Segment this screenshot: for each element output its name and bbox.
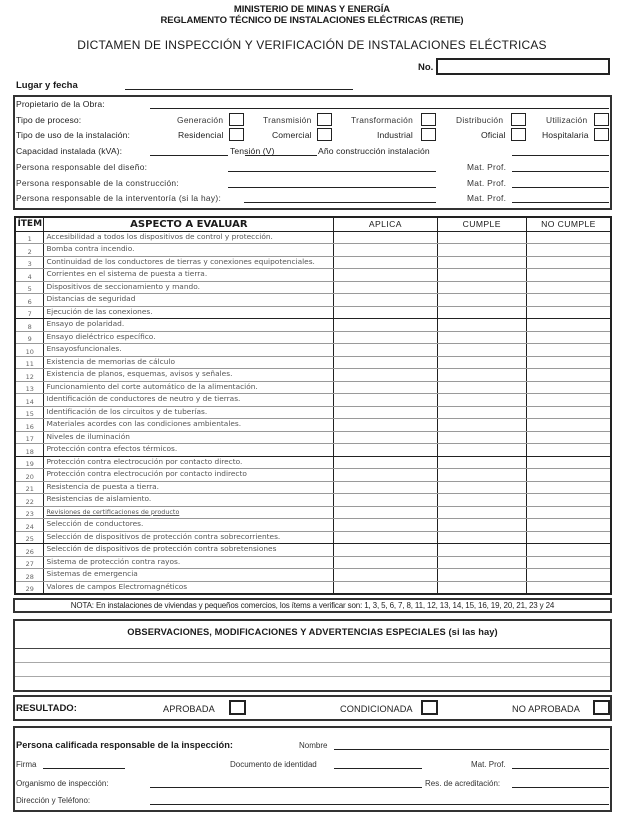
place-date-field[interactable] — [125, 89, 353, 90]
table-row — [15, 419, 611, 432]
aplica-cell[interactable] — [334, 556, 437, 569]
supervision-mat-prof-label: Mat. Prof. — [467, 193, 507, 203]
checkbox-industrial[interactable] — [421, 128, 436, 141]
cumple-cell[interactable] — [437, 256, 526, 269]
inspector-mat-prof-label: Mat. Prof. — [471, 760, 506, 769]
no-cumple-cell[interactable] — [526, 394, 611, 407]
item-aspect: Valores de campos Electromagnéticos — [44, 581, 334, 594]
process-option-utilizacion: Utilización — [546, 115, 588, 125]
item-aspect: Resistencia de puesta a tierra. — [44, 481, 334, 494]
no-cumple-cell[interactable] — [526, 581, 611, 594]
address-label: Dirección y Teléfono: — [16, 796, 91, 805]
table-row — [15, 544, 611, 557]
col-header-item: ÍTEM — [15, 217, 44, 231]
no-cumple-cell[interactable] — [526, 544, 611, 557]
number-field[interactable] — [436, 58, 610, 75]
item-number: 16 — [15, 419, 44, 432]
no-cumple-cell[interactable] — [526, 481, 611, 494]
cumple-cell[interactable] — [437, 306, 526, 319]
no-cumple-cell[interactable] — [526, 256, 611, 269]
item-number: 26 — [15, 544, 44, 557]
item-number: 13 — [15, 381, 44, 394]
item-aspect: Continuidad de los conductores de tierras y conexiones equipotenciales. — [44, 256, 334, 269]
item-number: 20 — [15, 469, 44, 482]
use-option-residencial: Residencial — [178, 130, 224, 140]
capacity-label: Capacidad instalada (kVA): — [16, 146, 123, 156]
item-aspect: Selección de dispositivos de protección contra sobretensiones — [44, 544, 334, 557]
regulation-heading: REGLAMENTO TÉCNICO DE INSTALACIONES ELÉCTRICAS (RETIE) — [160, 15, 464, 26]
cumple-cell[interactable] — [437, 269, 526, 282]
year-field[interactable] — [512, 155, 609, 156]
cumple-cell[interactable] — [437, 381, 526, 394]
item-aspect: Ensayosfuncionales. — [44, 344, 334, 357]
note-box — [13, 598, 612, 613]
no-cumple-cell[interactable] — [526, 431, 611, 444]
result-option-condicionada: CONDICIONADA — [340, 704, 413, 714]
no-cumple-cell[interactable] — [526, 406, 611, 419]
table-row — [15, 244, 611, 257]
construction-mat-prof-label: Mat. Prof. — [467, 178, 507, 188]
no-cumple-cell[interactable] — [526, 269, 611, 282]
cumple-cell[interactable] — [437, 519, 526, 532]
table-row — [15, 269, 611, 282]
cumple-cell[interactable] — [437, 331, 526, 344]
inspector-title: Persona calificada responsable de la inspección: — [16, 740, 234, 750]
item-aspect: Corrientes en el sistema de puesta a tierra. — [44, 269, 334, 282]
no-cumple-cell[interactable] — [526, 281, 611, 294]
cumple-cell[interactable] — [437, 569, 526, 582]
col-header-cumple: CUMPLE — [437, 217, 526, 231]
item-number: 24 — [15, 519, 44, 532]
process-option-distribucion: Distribución — [456, 115, 504, 125]
item-number: 4 — [15, 269, 44, 282]
item-aspect: Bomba contra incendio. — [44, 244, 334, 257]
aplica-cell[interactable] — [334, 544, 437, 557]
cumple-cell[interactable] — [437, 231, 526, 244]
cumple-cell[interactable] — [437, 406, 526, 419]
observations-section — [13, 619, 612, 692]
item-number: 1 — [15, 231, 44, 244]
no-cumple-cell[interactable] — [526, 556, 611, 569]
no-cumple-cell[interactable] — [526, 469, 611, 482]
item-number: 18 — [15, 444, 44, 457]
item-number: 2 — [15, 244, 44, 257]
item-aspect: Identificación de conductores de neutro y de tierras. — [44, 394, 334, 407]
page-title: DICTAMEN DE INSPECCIÓN Y VERIFICACIÓN DE INSTALACIONES ELÉCTRICAS — [77, 38, 547, 52]
aplica-cell[interactable] — [334, 344, 437, 357]
cumple-cell[interactable] — [437, 481, 526, 494]
aplica-cell[interactable] — [334, 231, 437, 244]
table-row — [15, 456, 611, 469]
process-option-generacion: Generación — [177, 115, 224, 125]
item-number: 22 — [15, 494, 44, 507]
cumple-cell[interactable] — [437, 281, 526, 294]
table-row — [15, 469, 611, 482]
checkbox-transmision[interactable] — [317, 113, 332, 126]
no-cumple-cell[interactable] — [526, 506, 611, 519]
voltage-field[interactable] — [245, 155, 317, 156]
aplica-cell[interactable] — [334, 306, 437, 319]
checkbox-hospitalaria[interactable] — [594, 128, 609, 141]
cumple-cell[interactable] — [437, 556, 526, 569]
aplica-cell[interactable] — [334, 481, 437, 494]
item-number: 8 — [15, 319, 44, 332]
item-number: 28 — [15, 569, 44, 582]
design-label: Persona responsable del diseño: — [16, 162, 148, 172]
aplica-cell[interactable] — [334, 519, 437, 532]
cumple-cell[interactable] — [437, 344, 526, 357]
process-option-transmision: Transmisión — [263, 115, 312, 125]
aplica-cell[interactable] — [334, 281, 437, 294]
no-cumple-cell[interactable] — [526, 494, 611, 507]
checkbox-comercial[interactable] — [317, 128, 332, 141]
table-row — [15, 531, 611, 544]
aplica-cell[interactable] — [334, 506, 437, 519]
construction-label: Persona responsable de la construcción: — [16, 178, 180, 188]
table-row — [15, 519, 611, 532]
item-aspect: Existencia de memorias de cálculo — [44, 356, 334, 369]
cumple-cell[interactable] — [437, 531, 526, 544]
item-number: 15 — [15, 406, 44, 419]
supervision-field[interactable] — [244, 202, 436, 203]
table-row — [15, 306, 611, 319]
signature-label: Firma — [16, 760, 37, 769]
item-number: 3 — [15, 256, 44, 269]
item-number: 6 — [15, 294, 44, 307]
item-aspect: Existencia de planos, esquemas, avisos y señales. — [44, 369, 334, 382]
item-number: 25 — [15, 531, 44, 544]
ministry-heading: MINISTERIO DE MINAS Y ENERGÍA — [233, 4, 391, 15]
cumple-cell[interactable] — [437, 419, 526, 432]
item-number: 14 — [15, 394, 44, 407]
design-mat-prof-label: Mat. Prof. — [467, 162, 507, 172]
col-header-no-cumple: NO CUMPLE — [526, 217, 611, 231]
table-row — [15, 406, 611, 419]
item-aspect: Accesibilidad a todos los dispositivos de control y protección. — [44, 231, 334, 244]
aplica-cell[interactable] — [334, 269, 437, 282]
no-cumple-cell[interactable] — [526, 456, 611, 469]
item-number: 5 — [15, 281, 44, 294]
voltage-label: Tensión (V) — [230, 146, 275, 156]
table-header-row — [15, 217, 611, 231]
aplica-cell[interactable] — [334, 394, 437, 407]
item-aspect: Distancias de seguridad — [44, 294, 334, 307]
item-number: 29 — [15, 581, 44, 594]
organism-field[interactable] — [150, 787, 422, 788]
cumple-cell[interactable] — [437, 494, 526, 507]
no-cumple-cell[interactable] — [526, 381, 611, 394]
table-row — [15, 231, 611, 244]
use-option-hospitalaria: Hospitalaria — [542, 130, 589, 140]
observations-title: OBSERVACIONES, MODIFICACIONES Y ADVERTENCIAS ESPECIALES (si las hay) — [127, 627, 498, 637]
use-option-oficial: Oficial — [481, 130, 506, 140]
table-row — [15, 381, 611, 394]
no-cumple-cell[interactable] — [526, 419, 611, 432]
checkbox-residencial[interactable] — [229, 128, 244, 141]
note-text: NOTA: En instalaciones de viviendas y pequeños comercios, los ítems a verificar son: 1, 3, 5, 6, 7, 8, 11, 12, 13, 14, 15, 16, 19, 20, 21, 23 y 24 — [70, 601, 555, 610]
observation-line-2[interactable] — [15, 662, 610, 663]
no-cumple-cell[interactable] — [526, 356, 611, 369]
item-aspect: Protección contra electrocución por contacto indirecto — [44, 469, 334, 482]
item-aspect: Funcionamiento del corte automático de la alimentación. — [44, 381, 334, 394]
item-number: 7 — [15, 306, 44, 319]
supervision-mat-prof-field[interactable] — [512, 202, 609, 203]
aplica-cell[interactable] — [334, 356, 437, 369]
aplica-cell[interactable] — [334, 381, 437, 394]
aplica-cell[interactable] — [334, 494, 437, 507]
table-row — [15, 506, 611, 519]
checkbox-distribucion[interactable] — [511, 113, 526, 126]
cumple-cell[interactable] — [437, 544, 526, 557]
capacity-field[interactable] — [150, 155, 228, 156]
result-option-no-aprobada: NO APROBADA — [512, 704, 580, 714]
use-option-industrial: Industrial — [377, 130, 413, 140]
result-option-aprobada: APROBADA — [163, 704, 215, 714]
cumple-cell[interactable] — [437, 244, 526, 257]
aplica-cell[interactable] — [334, 319, 437, 332]
aplica-cell[interactable] — [334, 244, 437, 257]
aplica-cell[interactable] — [334, 581, 437, 594]
owner-field[interactable] — [150, 108, 609, 109]
table-row — [15, 319, 611, 332]
evaluation-table — [14, 216, 612, 595]
cumple-cell[interactable] — [437, 431, 526, 444]
checkbox-transformacion[interactable] — [421, 113, 436, 126]
no-cumple-cell[interactable] — [526, 319, 611, 332]
no-cumple-cell[interactable] — [526, 519, 611, 532]
item-number: 23 — [15, 506, 44, 519]
item-aspect: Sistema de protección contra rayos. — [44, 556, 334, 569]
construction-mat-prof-field[interactable] — [512, 187, 609, 188]
design-field[interactable] — [228, 171, 436, 172]
name-label: Nombre — [299, 741, 328, 750]
observation-line-3[interactable] — [15, 676, 610, 677]
aplica-cell[interactable] — [334, 331, 437, 344]
no-cumple-cell[interactable] — [526, 444, 611, 457]
process-option-transformacion: Transformación — [351, 115, 414, 125]
accreditation-field[interactable] — [512, 787, 609, 788]
item-aspect: Ejecución de las conexiones. — [44, 306, 334, 319]
name-field[interactable] — [334, 749, 609, 750]
aplica-cell[interactable] — [334, 469, 437, 482]
checkbox-oficial[interactable] — [511, 128, 526, 141]
item-aspect: Sistemas de emergencia — [44, 569, 334, 582]
item-aspect: Selección de conductores. — [44, 519, 334, 532]
aplica-cell[interactable] — [334, 456, 437, 469]
no-cumple-cell[interactable] — [526, 231, 611, 244]
table-row — [15, 581, 611, 594]
table-row — [15, 481, 611, 494]
checkbox-utilizacion[interactable] — [594, 113, 609, 126]
item-number: 17 — [15, 431, 44, 444]
no-cumple-cell[interactable] — [526, 306, 611, 319]
aplica-cell[interactable] — [334, 569, 437, 582]
table-row — [15, 494, 611, 507]
no-cumple-cell[interactable] — [526, 294, 611, 307]
table-row — [15, 294, 611, 307]
item-aspect: Selección de dispositivos de protección contra sobrecorrientes. — [44, 531, 334, 544]
use-option-comercial: Comercial — [272, 130, 312, 140]
table-row — [15, 256, 611, 269]
checkbox-generacion[interactable] — [229, 113, 244, 126]
observation-line-1[interactable] — [15, 648, 610, 649]
aplica-cell[interactable] — [334, 406, 437, 419]
supervision-label: Persona responsable de la interventoría (si la hay): — [16, 193, 222, 203]
no-cumple-cell[interactable] — [526, 244, 611, 257]
number-label: No. — [418, 62, 434, 73]
item-aspect: Protección contra electrocución por contacto directo. — [44, 456, 334, 469]
id-field[interactable] — [334, 768, 422, 769]
checkbox-no-aprobada[interactable] — [593, 700, 610, 715]
year-label: Año construcción instalación — [318, 146, 430, 156]
cumple-cell[interactable] — [437, 356, 526, 369]
item-aspect: Protección contra efectos térmicos. — [44, 444, 334, 457]
signature-field[interactable] — [43, 768, 125, 769]
item-aspect: Identificación de los circuitos y de tuberías. — [44, 406, 334, 419]
no-cumple-cell[interactable] — [526, 569, 611, 582]
construction-field[interactable] — [228, 187, 436, 188]
table-row — [15, 394, 611, 407]
no-cumple-cell[interactable] — [526, 344, 611, 357]
cumple-cell[interactable] — [437, 506, 526, 519]
cumple-cell[interactable] — [437, 319, 526, 332]
cumple-cell[interactable] — [437, 456, 526, 469]
item-number: 27 — [15, 556, 44, 569]
aplica-cell[interactable] — [334, 369, 437, 382]
table-row — [15, 569, 611, 582]
no-cumple-cell[interactable] — [526, 531, 611, 544]
table-row — [15, 356, 611, 369]
result-label: RESULTADO: — [16, 703, 77, 714]
table-row — [15, 444, 611, 457]
item-aspect: Dispositivos de seccionamiento y mando. — [44, 281, 334, 294]
item-number: 19 — [15, 456, 44, 469]
table-row — [15, 431, 611, 444]
no-cumple-cell[interactable] — [526, 369, 611, 382]
item-number: 10 — [15, 344, 44, 357]
inspector-section — [13, 726, 612, 812]
id-label: Documento de identidad — [230, 760, 317, 769]
cumple-cell[interactable] — [437, 444, 526, 457]
item-aspect: Resistencias de aislamiento. — [44, 494, 334, 507]
item-number: 9 — [15, 331, 44, 344]
col-header-aspect: ASPECTO A EVALUAR — [44, 217, 334, 231]
table-row — [15, 331, 611, 344]
use-type-label: Tipo de uso de la instalación: — [16, 130, 130, 140]
item-aspect: Ensayo dieléctrico específico. — [44, 331, 334, 344]
item-number: 21 — [15, 481, 44, 494]
place-date-label: Lugar y fecha — [16, 80, 78, 91]
item-aspect: Materiales acordes con las condiciones ambientales. — [44, 419, 334, 432]
table-row — [15, 281, 611, 294]
aplica-cell[interactable] — [334, 256, 437, 269]
item-number: 11 — [15, 356, 44, 369]
checkbox-aprobada[interactable] — [229, 700, 246, 715]
item-aspect: Niveles de iluminación — [44, 431, 334, 444]
item-number: 12 — [15, 369, 44, 382]
cumple-cell[interactable] — [437, 294, 526, 307]
cumple-cell[interactable] — [437, 394, 526, 407]
table-row — [15, 556, 611, 569]
cumple-cell[interactable] — [437, 369, 526, 382]
organism-label: Organismo de inspección: — [16, 779, 109, 788]
aplica-cell[interactable] — [334, 431, 437, 444]
inspector-mat-prof-field[interactable] — [512, 768, 609, 769]
item-aspect: Revisiones de certificaciones de producto — [44, 506, 334, 519]
col-header-aplica: APLICA — [334, 217, 437, 231]
item-aspect: Ensayo de polaridad. — [44, 319, 334, 332]
checkbox-condicionada[interactable] — [421, 700, 438, 715]
table-row — [15, 344, 611, 357]
address-field[interactable] — [150, 804, 609, 805]
cumple-cell[interactable] — [437, 469, 526, 482]
no-cumple-cell[interactable] — [526, 331, 611, 344]
owner-label: Propietario de la Obra: — [16, 99, 105, 109]
design-mat-prof-field[interactable] — [512, 171, 609, 172]
aplica-cell[interactable] — [334, 294, 437, 307]
cumple-cell[interactable] — [437, 581, 526, 594]
accreditation-label: Res. de acreditación: — [425, 779, 501, 788]
process-type-label: Tipo de proceso: — [16, 115, 82, 125]
aplica-cell[interactable] — [334, 419, 437, 432]
aplica-cell[interactable] — [334, 531, 437, 544]
table-row — [15, 369, 611, 382]
aplica-cell[interactable] — [334, 444, 437, 457]
